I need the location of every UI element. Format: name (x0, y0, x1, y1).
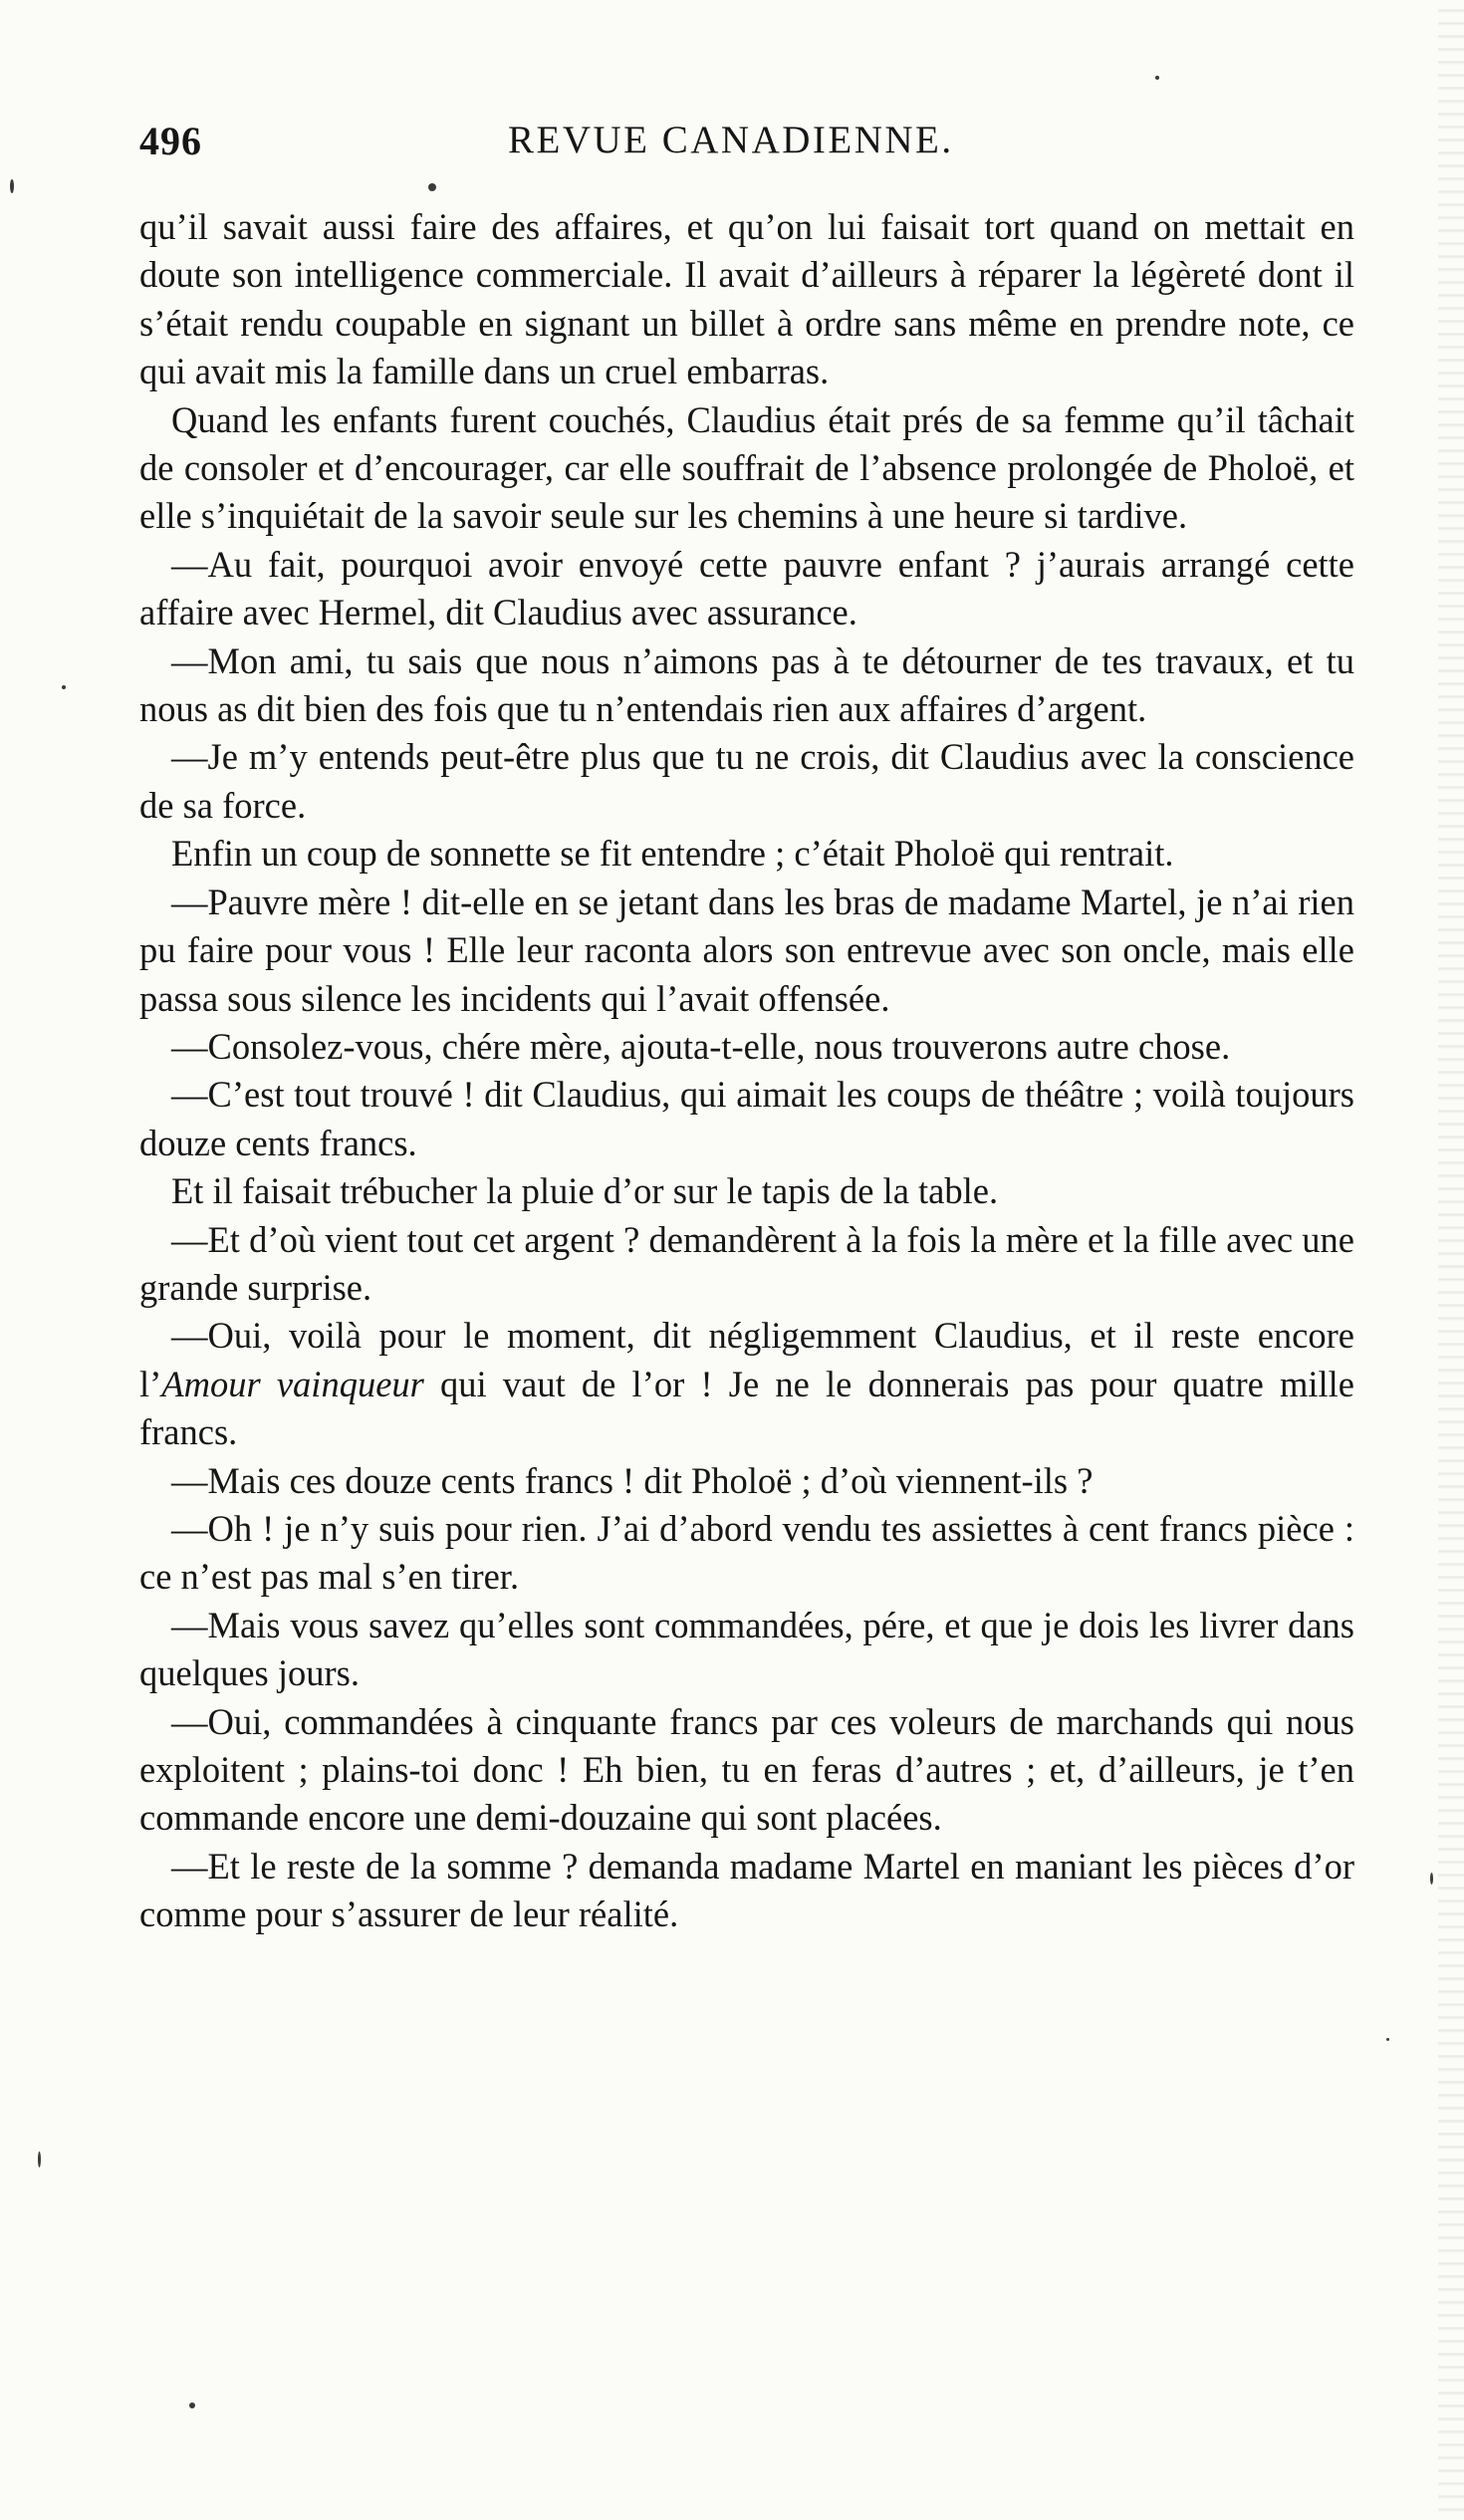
paragraph-8: —Consolez-vous, chére mère, ajouta-t-elle, nous trouverons autre chose. (171, 1025, 1231, 1067)
paragraph-5: —Je m’y entends peut-être plus que tu ne crois, dit Claudius avec la conscience de sa force. (139, 736, 1354, 826)
scan-edge (1438, 0, 1464, 2520)
scan-speck (428, 183, 436, 191)
paragraph-7: —Pauvre mère ! dit-elle en se jetant dans les bras de madame Martel, je n’ai rien pu faire pour vous ! Elle leur raconta alors son entrevue avec son oncle, mais elle passa sous silence les incidents qui l’avait offensée. (139, 881, 1354, 1019)
paragraph-14: —Oh ! je n’y suis pour rien. J’ai d’abord vendu tes assiettes à cent francs pièce : ce n’est pas mal s’en tirer. (139, 1507, 1354, 1598)
running-title: REVUE CANADIENNE. (508, 119, 954, 161)
scan-speck (1386, 2038, 1389, 2041)
paragraph-13: —Mais ces douze cents francs ! dit Pholoë ; d’où viennent-ils ? (171, 1459, 1094, 1501)
paragraph-3: —Au fait, pourquoi avoir envoyé cette pauvre enfant ? j’aurais arrangé cette affaire avec Hermel, dit Claudius avec assurance. (139, 543, 1354, 633)
scan-speck (1430, 1873, 1433, 1885)
paragraph-4: —Mon ami, tu sais que nous n’aimons pas à te détourner de tes travaux, et tu nous as dit bien des fois que tu n’entendais rien aux affaires d’argent. (139, 639, 1354, 730)
paragraph-12-part-2: qui vaut de l’or ! Je ne le donnerais pas pour quatre mille francs. (139, 1363, 1355, 1453)
scan-speck (189, 2402, 195, 2408)
paragraph-17: —Et le reste de la somme ? demanda madame Martel en maniant les pièces d’or comme pour s’assurer de leur réalité. (139, 1845, 1354, 1935)
paragraph-12-part-1: —Oui, voilà pour le moment, dit négligemment Claudius, et il reste encore l’ (139, 1315, 1354, 1404)
paragraph-1: qu’il savait aussi faire des affaires, et qu’on lui faisait tort quand on mettait en doute son intelligence commerciale. Il avait d’ailleurs à réparer la légèreté dont il s’était rendu coupable en signant un billet à ordre sans même en prendre note, ce qui avait mis la famille dans un cruel embarras. (139, 206, 1354, 392)
page-number: 496 (139, 119, 202, 163)
italic-title: Amour vainqueur (161, 1363, 424, 1404)
scan-speck (62, 685, 66, 689)
paragraph-2: Quand les enfants furent couchés, Claudius était prés de sa femme qu’il tâchait de consoler et d’encourager, car elle souffrait de l’absence prolongée de Pholoë, et elle s’inquiétait de la savoir seule sur les chemins à une heure si tardive. (139, 398, 1354, 537)
body-text (139, 203, 1354, 1939)
scan-speck (1155, 76, 1159, 80)
paragraph-16: —Oui, commandées à cinquante francs par ces voleurs de marchands qui nous exploitent ; plains-toi donc ! Eh bien, tu en feras d’autres ; et, d’ailleurs, je t’en commande encore une demi-douzaine qui sont placées. (139, 1700, 1354, 1839)
scan-speck (38, 2151, 41, 2167)
paragraph-6: Enfin un coup de sonnette se fit entendre ; c’était Pholoë qui rentrait. (171, 833, 1174, 875)
paragraph-11: —Et d’où vient tout cet argent ? demandèrent à la fois la mère et la fille avec une grande surprise. (139, 1218, 1354, 1308)
running-header (139, 118, 1354, 177)
paragraph-10: Et il faisait trébucher la pluie d’or sur le tapis de la table. (171, 1170, 999, 1212)
paragraph-15: —Mais vous savez qu’elles sont commandées, pére, et que je dois les livrer dans quelques jours. (139, 1604, 1354, 1694)
paragraph-9: —C’est tout trouvé ! dit Claudius, qui aimait les coups de théâtre ; voilà toujours douze cents francs. (139, 1074, 1354, 1163)
paragraph-12 (139, 1312, 1354, 1456)
scan-speck (10, 179, 14, 193)
